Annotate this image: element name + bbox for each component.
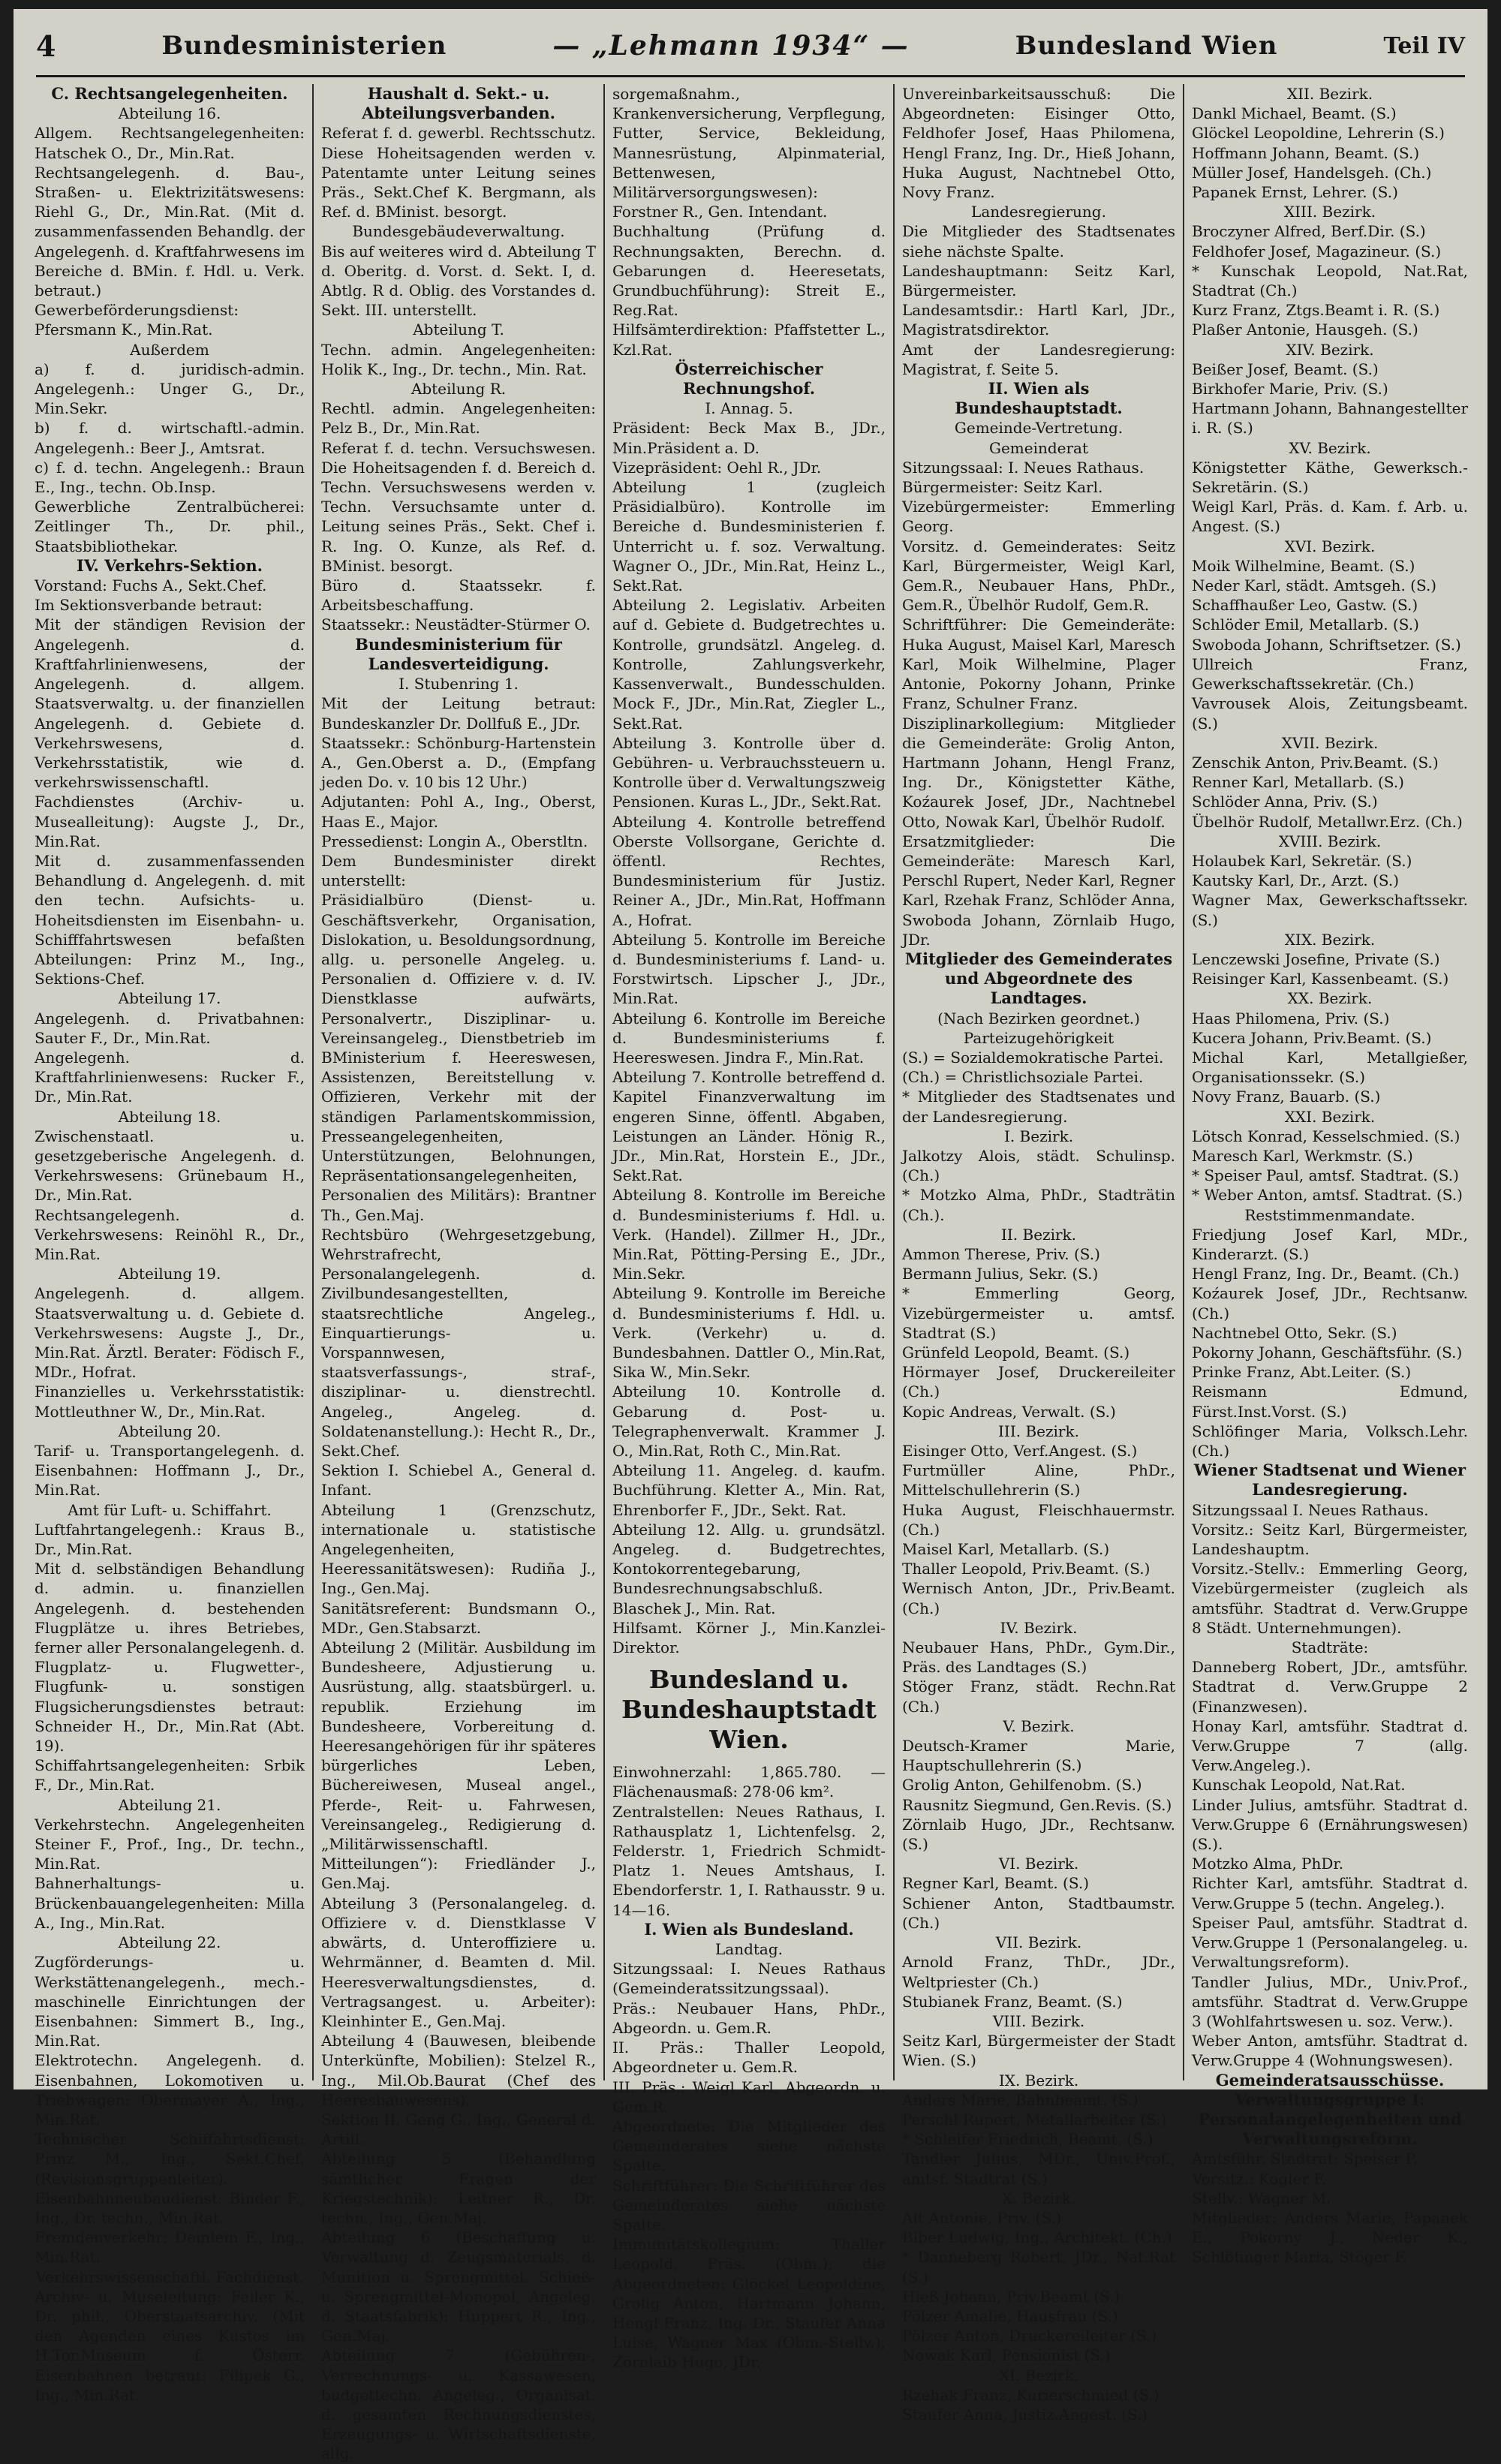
subheading: Abteilung 22. <box>118 1933 221 1952</box>
text-entry: Abteilung 6 (Beschaffung u. Verwaltung d. Zeugsmaterials, d. Munition u. Sprengmittel. Schieß- u. Sprengmittel-Monopol, Angeleg. d. Staatsfabrik): Huppert R., Ing., Gen.Maj. <box>321 2228 596 2345</box>
subheading: IV. Bezirk. <box>1000 1618 1078 1637</box>
text-entry: Mit der ständigen Revision der Angelegenh. d. Kraftfahrlinienwesens, der Angelegenh. d. allgem. Staatsverwaltg. u. der finanziellen Angelegenh. d. Gebiete d. Verkehrswesens, d. Verkehrsstatistik, wie d. verkehrswissenschaftl. Fachdienstes (Archiv- u. Musealleitung): Augste J., Dr., Min.Rat. <box>35 615 305 850</box>
text-entry: Landeshauptmann: Seitz Karl, Bürgermeister. <box>902 261 1175 300</box>
text-entry: Abteilung 1 (zugleich Präsidialbüro). Kontrolle im Bereiche d. Bundesministerien f. Unterricht u. f. soz. Verwaltung. Wagner O., JDr., Min.Rat, Heinz L., Sekt.Rat. <box>612 478 886 595</box>
header-rule <box>36 75 1465 77</box>
text-entry: Birkhofer Marie, Priv. (S.) <box>1192 380 1388 399</box>
text-entry: Holaubek Karl, Sekretär. (S.) <box>1192 851 1412 870</box>
subheading: Stadträte: <box>1291 1638 1369 1657</box>
text-entry: Koźaurek Josef, JDr., Rechtsanw. (Ch.) <box>1192 1284 1468 1322</box>
text-entry: Abgeordnete: Die Mitglieder des Gemeinderates siehe nächste Spalte. <box>612 2117 886 2175</box>
section-title-right: Bundesland Wien <box>1015 31 1278 61</box>
text-entry: Abteilung 4 (Bauwesen, bleibende Unterkünfte, Mobilien): Stelzel R., Ing., Mil.Ob.Baurat (Chef des Heeresbauwesens). <box>321 2032 596 2109</box>
text-entry: Tarif- u. Transportangelegenh. d. Eisenbahnen: Hoffmann J., Dr., Min.Rat. <box>35 1442 305 1500</box>
text-entry: Schiener Anton, Stadtbaumstr. (Ch.) <box>902 1894 1175 1932</box>
section-title-left: Bundesministerien <box>161 31 447 61</box>
text-entry: Nowak Karl, Pensionist (S.) <box>902 2346 1111 2365</box>
text-entry: Abteilung 2 (Militär. Ausbildung im Bundesheere, Adjustierung u. Ausrüstung, allg. staatsbürgerl. u. republik. Erziehung im Bundesheere, Vorbereitung d. Heeresangehörigen für ihr späteres bürgerliches Leben, Büchereiwesen, Museal angel., Pferde-, Reit- u. Fahrwesen, Vereinsangeleg., Redigierung d. „Militärwissenschaftl. Mitteilungen“): Friedländer J., Gen.Maj. <box>321 1638 596 1893</box>
text-entry: Staufer Anna, Justiz.Angest. (S.) <box>902 2405 1148 2423</box>
text-entry: Novy Franz, Bauarb. (S.) <box>1192 1088 1381 1106</box>
page-header <box>36 20 1465 72</box>
subheading: Abteilung 17. <box>118 989 221 1008</box>
text-entry: Schlöder Anna, Priv. (S.) <box>1192 793 1378 811</box>
text-entry: Rechtl. admin. Angelegenheiten: Pelz B., Dr., Min.Rat. <box>321 399 596 438</box>
subheading: Bundesgebäudeverwaltung. <box>352 222 565 241</box>
text-entry: Abteilung 2. Legislativ. Arbeiten auf d. Gebiete d. Budgetrechtes u. Kontrolle, grundsätzl. Angeleg. d. Kontrolle, Zahlungsverkehr, Kassenverwalt., Bundesschulden. Mock F., JDr., Min.Rat, Ziegler L., Sekt.Rat. <box>612 596 886 733</box>
text-entry: Abteilung 1 (Grenzschutz, internationale u. statistische Angelegenheiten, Heeressanitätswesen): Rudiña J., Ing., Gen.Maj. <box>321 1500 596 1598</box>
text-entry: Alt Antonie, Priv. (S.) <box>902 2208 1062 2227</box>
text-entry: Unvereinbarkeitsausschuß: Die Abgeordneten: Eisinger Otto, Feldhofer Josef, Haas Philomena, Hengl Franz, Ing. Dr., Hieß Johann, Huka August, Nachtnebel Otto, Novy Franz. <box>902 85 1175 202</box>
subheading: Abteilung 21. <box>118 1795 221 1814</box>
subheading: III. Bezirk. <box>998 1422 1079 1440</box>
text-entry: Stubianek Franz, Beamt. (S.) <box>902 1992 1123 2011</box>
text-entry: Rausnitz Siegmund, Gen.Revis. (S.) <box>902 1795 1172 1814</box>
subheading: VII. Bezirk. <box>995 1933 1082 1952</box>
text-entry: Finanzielles u. Verkehrsstatistik: Mottleuthner W., Dr., Min.Rat. <box>35 1382 305 1421</box>
text-entry: Gewerbeförderungsdienst: Pfersmann K., Min.Rat. <box>35 301 239 339</box>
text-entry: Biber Ludwig, Ing., Architekt. (Ch.) <box>902 2228 1172 2247</box>
text-entry: Reisinger Karl, Kassenbeamt. (S.) <box>1192 970 1449 988</box>
text-entry: Schaffhaußer Leo, Gastw. (S.) <box>1192 596 1418 615</box>
text-entry: Immunitätskollegium: Thaller Leopold, Präs. (Obm.); die Abgeordneten: Glöckel Leopoldine, Grolig Anton, Hartmann Johann, Hengl Franz, Ing. Dr., Staufer Anna Luise, Wagner Max (Obm.-Stellv.), Zörnlaib Hugo, JDr. <box>612 2235 886 2372</box>
text-entry: Hieß Johann, Priv.Beamt (S.) <box>902 2287 1120 2306</box>
text-entry: Hartmann Johann, Bahnangestellter i. R. (S.) <box>1192 399 1468 438</box>
text-entry: Ersatzmitglieder: Die Gemeinderäte: Maresch Karl, Perschl Rupert, Neder Karl, Regner Karl, Rzehak Franz, Schlöder Anna, Swoboda Johann, Zörnlaib Hugo, JDr. <box>902 832 1175 949</box>
newspaper-page <box>14 9 1487 2463</box>
text-entry: Angelegenh. d. Kraftfahrlinienwesens: Rucker F., Dr., Min.Rat. <box>35 1048 305 1106</box>
text-entry: Prinke Franz, Abt.Leiter. (S.) <box>1192 1363 1412 1382</box>
text-entry: Vavrousek Alois, Zeitungsbeamt. (S.) <box>1192 694 1468 733</box>
text-entry: Speiser Paul, amtsführ. Stadtrat d. Verw.Gruppe 1 (Personalangeleg. u. Verwaltungsreform). <box>1192 1913 1468 1972</box>
text-entry: Hengl Franz, Ing. Dr., Beamt. (Ch.) <box>1192 1265 1460 1283</box>
text-entry: Adjutanten: Pohl A., Ing., Oberst, Haas E., Major. <box>321 793 596 831</box>
text-entry: (S.) = Sozialdemokratische Partei. <box>902 1048 1164 1067</box>
text-entry: Regner Karl, Beamt. (S.) <box>902 1874 1089 1893</box>
text-entry: Vorsitz.: Seitz Karl, Bürgermeister, Landeshauptm. <box>1192 1520 1468 1559</box>
text-entry: Sitzungssaal: I. Neues Rathaus (Gemeinderatssitzungssaal). <box>612 1960 886 1998</box>
section-heading: Wiener Stadtsenat und Wiener Landesregierung. <box>1193 1461 1466 1500</box>
text-entry: Vizepräsident: Oehl R., JDr. <box>612 458 822 477</box>
text-entry: Schlöfinger Maria, Volksch.Lehr. (Ch.) <box>1192 1422 1468 1461</box>
subheading: II. Bezirk. <box>1000 1225 1077 1244</box>
text-entry: Mit d. zusammenfassenden Behandlung d. Angelegenh. d. mit den techn. Aufsichts- u. Hoheitsdiensten im Eisenbahn- u. Schifffahrtswesen befaßten Abteilungen: Prinz M., Ing., Sektions-Chef. <box>35 851 305 988</box>
text-entry: Bis auf weiteres wird d. Abteilung T d. Oberitg. d. Vorst. d. Sekt. I, d. Abtlg. R d. Oblig. des Vorstandes d. Sekt. III. unterstellt. <box>321 242 596 320</box>
text-entry: Büro d. Staatssekr. f. Arbeitsbeschaffung. <box>321 576 596 615</box>
text-entry: Abteilung 7 (Gebühren-, Verrechnungs- u. Kassawesen, budgettechn. Angeleg., Organisat. d. gesamten Rechnungsdienstes, Erzeugungs- u. Wirtschaftsdienste, allg. <box>321 2346 596 2463</box>
text-entry: Amtsführ. Stadtrat: Speiser P. <box>1192 2150 1418 2168</box>
column-divider <box>893 84 895 2080</box>
text-entry: Weber Anton, amtsführ. Stadtrat d. Verw.Gruppe 4 (Wohnungswesen). <box>1192 2032 1468 2070</box>
column-divider <box>603 84 605 2080</box>
text-entry: III. Präs.: Weigl Karl, Abgeordn. u. Gem.R. <box>612 2077 886 2116</box>
text-entry: Perschl Rupert, Metallarbeiter (S.) <box>902 2110 1167 2129</box>
subheading: X. Bezirk. <box>1001 2189 1076 2207</box>
text-entry: Moik Wilhelmine, Beamt. (S.) <box>1192 556 1415 575</box>
subheading: Gemeinderat <box>988 438 1089 457</box>
text-entry: Angelegenh. d. allgem. Staatsverwaltung u. d. Gebiete d. Verkehrswesens: Augste J., Dr., Min.Rat. Ärztl. Berater: Födisch F., MDr., Hofrat. <box>35 1284 305 1382</box>
text-entry: a) f. d. juridisch-admin. Angelegenh.: Unger G., Dr., Min.Sekr. <box>35 360 305 418</box>
text-entry: Michal Karl, Metallgießer, Organisationssekr. (S.) <box>1192 1048 1468 1087</box>
text-entry: Rechtsbüro (Wehrgesetzgebung, Wehrstrafrecht, Personalangelegenh. d. Zivilbundesangestellten, staatsrechtliche Angeleg., Einquartierungs- u. Vorspannwesen, staatsverfassungs-, straf-, disziplinar- u. dienstrechtl. Angeleg., Angeleg. d. Soldatenanstellung.): Hecht R., Dr., Sekt.Chef. <box>321 1225 596 1461</box>
text-entry: Jalkotzy Alois, städt. Schulinsp. (Ch.) <box>902 1146 1175 1185</box>
text-entry: Schriftführer: Die Schriftführer des Gemeinderates siehe nächste Spalte. <box>612 2176 886 2234</box>
text-entry: Verkehrstechn. Angelegenheiten Steiner F., Prof., Ing., Dr. techn., Min.Rat. <box>35 1815 305 1873</box>
column-divider <box>1183 84 1184 2080</box>
subheading: Parteizugehörigkeit <box>963 1028 1114 1047</box>
text-entry: Lötsch Konrad, Kesselschmied. (S.) <box>1192 1127 1460 1145</box>
column-5 <box>1192 84 1468 2267</box>
publication-title: — „Lehmann 1934“ — <box>552 30 910 62</box>
text-entry: Thaller Leopold, Priv.Beamt. (S.) <box>902 1560 1151 1578</box>
text-entry: Präsidialbüro (Dienst- u. Geschäftsverkehr, Organisation, Dislokation, u. Besoldungsordnung, allg. u. personelle Angeleg. u. Personalien d. Offiziere v. d. IV. Dienstklasse aufwärts, Personalvertr., Disziplinar- u. Vereinsangeleg., Dienstbetrieb im BMinisterium f. Heereswesen, Assistenzen, Bereitstellung v. Offizieren, Verkehr mit der ständigen Parlamentskommission, Presseangelegenheiten, Unterstützungen, Belohnungen, Repräsentationsangelegenheiten, Personalien des Militärs): Brantner Th., Gen.Maj. <box>321 891 596 1224</box>
text-entry: Hörmayer Josef, Druckereileiter (Ch.) <box>902 1363 1175 1401</box>
text-entry: Sitzungssaal I. Neues Rathaus. <box>1192 1500 1429 1519</box>
section-heading: Gemeinderatsausschüsse. <box>1215 2070 1445 2089</box>
text-entry: Stellv.: Wagner M. <box>1192 2189 1331 2207</box>
text-entry: Sektion II. Geng G., Ing., General d. Artill. <box>321 2110 596 2149</box>
text-entry: Zentralstellen: Neues Rathaus, I. Rathausplatz 1, Lichtenfelsg. 2, Felderstr. 1, Friedrich Schmidt-Platz 1. Neues Amtshaus, I. Ebendorferstr. 1, I. Rathausstr. 9 u. 14—16. <box>612 1802 886 1919</box>
subheading: Abteilung 19. <box>118 1265 221 1283</box>
subheading: Außerdem <box>130 340 209 359</box>
subheading: XV. Bezirk. <box>1289 438 1371 457</box>
text-entry: Zörnlaib Hugo, JDr., Rechtsanw. (S.) <box>902 1815 1175 1854</box>
text-entry: Vorsitz. d. Gemeinderates: Seitz Karl, Bürgermeister, Weigl Karl, Gem.R., Neubauer Hans, PhDr., Gem.R., Übelhör Rudolf, Gem.R. <box>902 537 1175 615</box>
text-entry: Angelegenh. d. Privatbahnen: Sauter F., Dr., Min.Rat. <box>35 1009 305 1047</box>
subheading: XVI. Bezirk. <box>1284 537 1376 555</box>
text-entry: Mit d. selbständigen Behandlung d. admin. u. finanziellen Angelegenh. d. bestehenden Flugplätze u. ihres Betriebes, ferner aller Personalangelegenh. d. Flugplatz- u. Flugwetter-, Flugfunk- u. sonstigen Flugsicherungsdienstes betraut: Schneider H., Dr., Min.Rat (Abt. 19). <box>35 1560 305 1755</box>
text-entry: Wernisch Anton, JDr., Priv.Beamt. (Ch.) <box>902 1579 1175 1617</box>
text-entry: Reismann Edmund, Fürst.Inst.Vorst. (S.) <box>1192 1382 1468 1421</box>
text-entry: Landesamtsdir.: Hartl Karl, JDr., Magistratsdirektor. <box>902 301 1175 339</box>
text-entry: Techn. admin. Angelegenheiten: Holik K., Ing., Dr. techn., Min. Rat. <box>321 340 596 378</box>
text-entry: Abteilung 5. Kontrolle im Bereiche d. Bundesministeriums f. Land- u. Forstwirtsch. Lipscher J., JDr., Min.Rat. <box>612 930 886 1008</box>
text-entry: Referat f. d. techn. Versuchswesen. Die Hoheitsagenden f. d. Bereich d. Techn. Versuchswesens werden v. Techn. Versuchsamte unter d. Leitung seines Präs., Sekt. Chef i. R. Ing. O. Kunze, als Ref. d. BMinist. besorgt. <box>321 438 596 575</box>
text-entry: Broczyner Alfred, Berf.Dir. (S.) <box>1192 222 1426 241</box>
text-entry: Abteilung 4. Kontrolle betreffend Oberste Vollsorgane, Gerichte d. öffentl. Rechtes, Bundesministerium für Justiz. Reiner A., JDr., Min.Rat, Hoffmann A., Hofrat. <box>612 812 886 929</box>
subheading: Reststimmenmandate. <box>1244 1205 1415 1224</box>
subheading: XIII. Bezirk. <box>1283 203 1376 221</box>
section-heading: Österreichischer Rechnungshof. <box>675 359 823 399</box>
text-entry: Sektion I. Schiebel A., General d. Infant. <box>321 1461 596 1500</box>
text-entry: Wagner Max, Gewerkschaftssekr. (S.) <box>1192 891 1468 929</box>
text-entry: Präs.: Neubauer Hans, PhDr., Abgeordn. u. Gem.R. <box>612 1999 886 2037</box>
subheading: I. Stubenring 1. <box>399 675 519 693</box>
text-entry: Mit der Leitung betraut: Bundeskanzler Dr. Dollfuß E., JDr. <box>321 694 596 733</box>
text-entry: Buchhaltung (Prüfung d. Rechnungsakten, Berechn. d. Gebarungen d. Heeresetats, Grundbuchführung): Streit E., Reg.Rat. <box>612 222 886 320</box>
text-entry: Renner Karl, Metallarb. (S.) <box>1192 773 1404 792</box>
text-entry: Hilfsämterdirektion: Pfaffstetter L., Kzl.Rat. <box>612 320 886 359</box>
text-entry: Sitzungssaal: I. Neues Rathaus. <box>902 458 1145 477</box>
text-entry: Präsident: Beck Max B., JDr., Min.Präsident a. D. <box>612 419 886 457</box>
text-entry: Hilfsamt. Körner J., Min.Kanzlei-Direktor. <box>612 1618 886 1657</box>
column-divider <box>312 84 314 2080</box>
text-entry: Rechtsangelegenh. d. Verkehrswesens: Reinöhl R., Dr., Min.Rat. <box>35 1205 305 1263</box>
text-entry: b) f. d. wirtschaftl.-admin. Angelegenh.: Beer J., Amtsrat. <box>35 419 305 457</box>
text-entry: Seitz Karl, Bürgermeister der Stadt Wien. (S.) <box>902 2032 1175 2070</box>
column-2 <box>321 84 596 2463</box>
text-entry: Rzehak Franz, Kurierschmied (S.) <box>902 2385 1160 2404</box>
section-heading: C. Rechtsangelegenheiten. <box>51 84 288 103</box>
text-entry: * Weber Anton, amtsf. Stadtrat. (S.) <box>1192 1186 1463 1205</box>
subheading: XVII. Bezirk. <box>1281 733 1379 752</box>
text-entry: Richter Karl, amtsführ. Stadtrat d. Verw.Gruppe 5 (techn. Angeleg.). <box>1192 1874 1468 1912</box>
subheading: Abteilung 18. <box>118 1107 221 1126</box>
subheading: VIII. Bezirk. <box>992 2011 1085 2030</box>
text-entry: Papanek Ernst, Lehrer. (S.) <box>1192 183 1398 202</box>
text-entry: Huka August, Fleischhauermstr. (Ch.) <box>902 1500 1175 1539</box>
subheading: IX. Bezirk. <box>998 2071 1079 2089</box>
text-entry: Allgem. Rechtsangelegenheiten: Hatschek O., Dr., Min.Rat. <box>35 124 305 162</box>
text-entry: Neubauer Hans, PhDr., Gym.Dir., Präs. des Landtages (S.) <box>902 1638 1175 1677</box>
text-entry: Vorstand: Fuchs A., Sekt.Chef. <box>35 576 267 595</box>
column-1 <box>35 84 305 2404</box>
text-entry: Die Mitglieder des Stadtsenates siehe nächste Spalte. <box>902 222 1175 260</box>
subheading: Abteilung R. <box>411 380 507 399</box>
text-entry: Disziplinarkollegium: Mitglieder die Gemeinderäte: Grolig Anton, Hartmann Johann, Hengl Franz, Ing. Dr., Königstetter Käthe, Koźaurek Josef, JDr., Nachtnebel Otto, Nowak Karl, Übelhör Rudolf. <box>902 714 1175 831</box>
text-entry: Glöckel Leopoldine, Lehrerin (S.) <box>1192 124 1445 143</box>
text-entry: Linder Julius, amtsführ. Stadtrat d. Verw.Gruppe 6 (Ernährungswesen) (S.). <box>1192 1795 1468 1854</box>
text-entry: Danneberg Robert, JDr., amtsführ. Stadtrat d. Verw.Gruppe 2 (Finanzwesen). <box>1192 1658 1468 1716</box>
text-entry: Kurz Franz, Ztgs.Beamt i. R. (S.) <box>1192 301 1440 320</box>
text-entry: Abteilung 6. Kontrolle im Bereiche d. Bundesministeriums f. Heereswesen. Jindra F., Min.Rat. <box>612 1009 886 1067</box>
text-entry: Hoffmann Johann, Beamt. (S.) <box>1192 143 1420 162</box>
text-entry: Dem Bundesminister direkt unterstellt: <box>321 851 596 890</box>
text-entry: II. Präs.: Thaller Leopold, Abgeordneter u. Gem.R. <box>612 2038 886 2077</box>
text-entry: Maresch Karl, Werkmstr. (S.) <box>1192 1146 1413 1165</box>
subheading: V. Bezirk. <box>1003 1716 1075 1735</box>
section-heading: Verwaltungsgruppe I: Personalangelegenheiten und Verwaltungsreform. <box>1198 2089 1462 2149</box>
text-entry: * Emmerling Georg, Vizebürgermeister u. amtsf. Stadtrat (S.) <box>902 1284 1175 1342</box>
text-entry: * Speiser Paul, amtsf. Stadtrat. (S.) <box>1192 1166 1459 1185</box>
text-entry: Gewerbliche Zentralbücherei: Zeitlinger Th., Dr. phil., Staatsbibliothekar. <box>35 498 305 555</box>
text-entry: Nachtnebel Otto, Sekr. (S.) <box>1192 1323 1397 1342</box>
page-number: 4 <box>36 29 56 63</box>
text-entry: Pokorny Johann, Geschäftsführ. (S.) <box>1192 1343 1463 1361</box>
text-entry: Kopic Andreas, Verwalt. (S.) <box>902 1402 1116 1421</box>
subheading: XII. Bezirk. <box>1286 85 1373 103</box>
text-entry: Abteilung 5 (Behandlung sämtlicher Fragen der Kriegstechnik): Leitner R., Dr. techn., Ing., Gen.Maj. <box>321 2150 596 2227</box>
subheading: XX. Bezirk. <box>1287 989 1373 1008</box>
text-entry: Beißer Josef, Beamt. (S.) <box>1192 360 1379 378</box>
text-entry: Pölzer Anton, Druckereileiter (S.) <box>902 2327 1157 2345</box>
subheading: I. Bezirk. <box>1003 1127 1074 1145</box>
subheading: VI. Bezirk. <box>998 1855 1079 1873</box>
subheading: Abteilung 16. <box>118 104 221 123</box>
text-entry: * Mitglieder des Stadtsenates und der Landesregierung. <box>902 1088 1175 1126</box>
text-entry: sorgemaßnahm., Krankenversicherung, Verpflegung, Futter, Service, Bekleidung, Mannesrüstung, Alpinmaterial, Bettenwesen, Militärversorgungswesen): Forstner R., Gen. Intendant. <box>612 85 886 221</box>
text-entry: Kunschak Leopold, Nat.Rat. <box>1192 1776 1406 1795</box>
section-heading: Bundesministerium für Landesverteidigung. <box>355 634 562 673</box>
text-entry: Rechtsangelegenh. d. Bau-, Straßen- u. Elektrizitätswesens: Riehl G., Dr., Min.Rat. (Mit d. zusammenfassenden Behandlg. der Angelegenh. d. Kraftfahrwesens im Bereiche d. BMin. f. Hdl. u. Verk. betraut.) <box>35 163 305 300</box>
text-entry: Ullreich Franz, Gewerkschaftssekretär. (Ch.) <box>1192 654 1468 693</box>
text-entry: Neder Karl, städt. Amtsgeh. (S.) <box>1192 576 1437 595</box>
subheading: Verkehrswissenschaftl. Fachdienst. <box>35 2267 304 2286</box>
text-entry: Kucera Johann, Priv.Beamt. (S.) <box>1192 1028 1432 1047</box>
part-label: Teil IV <box>1383 32 1465 59</box>
text-entry: Deutsch-Kramer Marie, Hauptschullehrerin (S.) <box>902 1737 1175 1775</box>
text-entry: Eisinger Otto, Verf.Angest. (S.) <box>902 1442 1138 1461</box>
subheading: I. Annag. 5. <box>705 399 793 418</box>
text-entry: Honay Karl, amtsführ. Stadtrat d. Verw.Gruppe 7 (allg. Verw.Angeleg.). <box>1192 1716 1468 1775</box>
text-entry: Referat f. d. gewerbl. Rechtsschutz. Diese Hoheitsagenden werden v. Patentamte unter Leitung seines Präs., Sekt.Chef K. Bergmann, als Ref. d. BMinist. besorgt. <box>321 124 596 221</box>
text-entry: Abteilung 3 (Personalangeleg. d. Offiziere v. d. Dienstklasse V abwärts, d. Unteroffiziere u. Wehrmänner, d. Beamten d. Mil. Heeresverwaltungsdienstes, d. Vertragsangest. u. Arbeiter): Kleinhinter E., Gen.Maj. <box>321 1894 596 2030</box>
text-entry: * Kunschak Leopold, Nat.Rat, Stadtrat (Ch.) <box>1192 261 1468 300</box>
text-entry: * Danneberg Robert, JDr., Nat.Rat (S.) <box>902 2248 1175 2286</box>
text-entry: * Schleifer Friedrich, Beamt. (S.) <box>902 2130 1154 2149</box>
text-entry: Plaßer Antonie, Hausgeh. (S.) <box>1192 320 1418 339</box>
text-entry: Abteilung 7. Kontrolle betreffend d. Kapitel Finanzverwaltung im engeren Sinne, öffentl. Abgaben, Leistungen an Länder. Hönig R., JDr., Min.Rat, Horstein E., JDr., Sekt.Rat. <box>612 1068 886 1185</box>
subheading: XIV. Bezirk. <box>1286 340 1374 359</box>
subheading: XIX. Bezirk. <box>1284 930 1376 949</box>
text-entry: (Ch.) = Christlichsoziale Partei. <box>902 1068 1144 1087</box>
text-entry: Übelhör Rudolf, Metallwr.Erz. (Ch.) <box>1192 812 1463 831</box>
section-heading: IV. Verkehrs-Sektion. <box>77 555 263 575</box>
text-entry: Einwohnerzahl: 1,865.780. — Flächenausmaß: 278·06 km². <box>612 1763 886 1801</box>
subheading: Abteilung T. <box>413 320 504 339</box>
text-entry: Schiffahrtsangelegenheiten: Srbik F., Dr., Min.Rat. <box>35 1756 305 1795</box>
section-heading: Haushalt d. Sekt.- u. Abteilungsverbanden. <box>362 84 555 123</box>
text-entry: c) f. d. techn. Angelegenh.: Braun E., Ing., techn. Ob.Insp. <box>35 458 305 497</box>
text-entry: Haas Philomena, Priv. (S.) <box>1192 1009 1390 1027</box>
subheading: XVIII. Bezirk. <box>1278 832 1382 850</box>
text-entry: Feldhofer Josef, Magazineur. (S.) <box>1192 242 1442 260</box>
text-entry: * Motzko Alma, PhDr., Stadträtin (Ch.). <box>902 1186 1175 1224</box>
subheading: XXI. Bezirk. <box>1284 1107 1376 1126</box>
text-entry: Vorsitz.-Stellv.: Emmerling Georg, Vizebürgermeister (zugleich als amtsführ. Stadtrat d. Verw.Gruppe 8 Städt. Unternehmungen). <box>1192 1560 1468 1637</box>
subheading: Amt für Luft- u. Schiffahrt. <box>68 1500 272 1519</box>
text-entry: Vorsitz.: Kogler F. <box>1192 2169 1327 2188</box>
text-entry: Schriftführer: Die Gemeinderäte: Huka August, Maisel Karl, Maresch Karl, Moik Wilhelmine, Plager Antonie, Pokorny Johann, Prinke Franz, Schulner Franz. <box>902 615 1175 713</box>
text-entry: Archiv- u. Museleitung: Feiler K., Dr. phil., Oberstaatsarchiv. (Mit den Agenden eines Kustos im H.Tor.Museum f. Österr. Eisenbahnen betraut: Filipek G., Ing., Min.Rat. <box>35 2287 305 2404</box>
text-entry: Eisenbahnneubaudienst: Binder F., Ing., Dr. techn., Min.Rat. <box>35 2189 305 2227</box>
text-entry: Tandler Julius, MDr., Univ.Prof., amtsführ. Stadtrat d. Verw.Gruppe 3 (Wohlfahrtswesen u. soz. Verw.). <box>1192 1972 1468 2030</box>
text-entry: Im Sektionsverbande betraut: <box>35 596 263 615</box>
text-entry: Bahnerhaltungs- u. Brückenbauangelegenheiten: Milla A., Ing., Min.Rat. <box>35 1874 305 1932</box>
subheading: Abteilung 20. <box>118 1422 221 1440</box>
subheading: Landesregierung. <box>971 203 1106 221</box>
text-entry: Pressedienst: Longin A., Oberstltn. <box>321 832 588 850</box>
text-entry: Sanitätsreferent: Bundsmann O., MDr., Gen.Stabsarzt. <box>321 1599 596 1637</box>
section-heading: I. Wien als Bundesland. <box>644 1919 854 1939</box>
text-entry: Bürgermeister: Seitz Karl. <box>902 478 1103 497</box>
text-entry: Arnold Franz, ThDr., JDr., Weltpriester (Ch.) <box>902 1953 1175 1991</box>
text-entry: Pölzer Amalie, Hausfrau (S.) <box>902 2306 1118 2325</box>
text-entry: Abteilung 12. Allg. u. grundsätzl. Angeleg. d. Budgetrechtes, Kontokorrentegebarung, Bundesrechnungsabschluß. Blaschek J., Min. Rat. <box>612 1520 886 1617</box>
column-4 <box>902 84 1175 2423</box>
text-entry: Grolig Anton, Gehilfenobm. (S.) <box>902 1776 1142 1795</box>
text-entry: Abteilung 10. Kontrolle d. Gebarung d. Post- u. Telegraphenverwalt. Krammer J. O., Min.Rat, Roth C., Min.Rat. <box>612 1382 886 1461</box>
text-entry: Grünfeld Leopold, Beamt. (S.) <box>902 1343 1130 1361</box>
text-entry: Maisel Karl, Metallarb. (S.) <box>902 1540 1110 1559</box>
text-entry: Furtmüller Aline, PhDr., Mittelschullehrerin (S.) <box>902 1461 1175 1500</box>
text-entry: Zugförderungs- u. Werkstättenangelegenh., mech.-maschinelle Einrichtungen der Eisenbahnen: Simmert B., Ing., Min.Rat. <box>35 1953 305 2050</box>
text-entry: Staatssekr.: Neustädter-Stürmer O. <box>321 615 591 634</box>
subheading: (Nach Bezirken geordnet.) <box>937 1009 1140 1027</box>
text-entry: Abteilung 9. Kontrolle im Bereiche d. Bundesministeriums f. Hdl. u. Verk. (Verkehr) u. d. Bundesbahnen. Dattler O., Min.Rat, Sika W., Min.Sekr. <box>612 1284 886 1382</box>
text-entry: Anders Marie, Bahnbeamt. (S.) <box>902 2090 1139 2109</box>
text-entry: Abteilung 11. Angeleg. d. kaufm. Buchführung. Kletter A., Min. Rat, Ehrenborfer F., JDr., Sekt. Rat. <box>612 1461 886 1519</box>
text-entry: Swoboda Johann, Schriftsetzer. (S.) <box>1192 635 1461 654</box>
column-3 <box>612 84 886 2372</box>
text-entry: Lenczewski Josefine, Private (S.) <box>1192 949 1440 968</box>
text-entry: Technischer Schiffahrtsdienst: Prinz M., Ing., Sekt.Chef. (Revisionsgruppenleiter). <box>35 2130 305 2188</box>
text-entry: Weigl Karl, Präs. d. Kam. f. Arb. u. Angest. (S.) <box>1192 498 1468 536</box>
text-entry: Tandler Julius, MDr., Univ.Prof., amtsf. Stadtrat (S.) <box>902 2150 1175 2188</box>
text-entry: Zenschik Anton, Priv.Beamt. (S.) <box>1192 753 1439 772</box>
section-heading: Bundesland u. Bundeshauptstadt Wien. <box>621 1665 877 1755</box>
text-entry: Königstetter Käthe, Gewerksch.-Sekretärin. (S.) <box>1192 458 1468 497</box>
text-columns <box>35 84 1468 2463</box>
text-entry: Mitglieder: Anders Marie, Papanek E., Pokorny J., Neder K., Schlöfinger Maria, Stöger F. <box>1192 2208 1468 2267</box>
text-entry: Friedjung Josef Karl, MDr., Kinderarzt. (S.) <box>1192 1225 1468 1263</box>
text-entry: Bermann Julius, Sekr. (S.) <box>902 1265 1099 1283</box>
text-entry: Vizebürgermeister: Emmerling Georg. <box>902 498 1175 536</box>
text-entry: Abteilung 3. Kontrolle über d. Gebühren- u. Verbrauchssteuern u. Kontrolle über d. Verwaltungszweig Pensionen. Kuras L., JDr., Sekt.Rat. <box>612 733 886 811</box>
subheading: Gemeinde-Vertretung. <box>954 419 1123 438</box>
text-entry: Staatssekr.: Schönburg-Hartenstein A., Gen.Oberst a. D., (Empfang jeden Do. v. 10 bis 12 Uhr.) <box>321 733 596 792</box>
text-entry: Elektrotechn. Angelegenh. d. Eisenbahnen, Lokomotiven u. Triebwagen: Obermayer A., Ing., Min.Rat. <box>35 2051 305 2129</box>
text-entry: Luftfahrtangelegenh.: Kraus B., Dr., Min.Rat. <box>35 1520 305 1559</box>
text-entry: Abteilung 8. Kontrolle im Bereiche d. Bundesministeriums f. Hdl. u. Verk. (Handel). Zillmer H., JDr., Min.Rat, Pötting-Persing E., JDr., Min.Sekr. <box>612 1186 886 1283</box>
text-entry: Fremdenverkehr: Deinlein F., Ing., Min.Rat. <box>35 2228 305 2267</box>
text-entry: Kautsky Karl, Dr., Arzt. (S.) <box>1192 871 1400 890</box>
text-entry: Amt der Landesregierung: Magistrat, f. Seite 5. <box>902 340 1175 378</box>
section-heading: Mitglieder des Gemeinderates und Abgeordnete des Landtages. <box>904 949 1173 1008</box>
subheading: XI. Bezirk. <box>998 2366 1079 2384</box>
text-entry: Ammon Therese, Priv. (S.) <box>902 1244 1100 1263</box>
text-entry: Dankl Michael, Beamt. (S.) <box>1192 104 1397 123</box>
text-entry: Motzko Alma, PhDr. <box>1192 1855 1344 1873</box>
text-entry: Schlöder Emil, Metallarb. (S.) <box>1192 615 1419 634</box>
text-entry: Zwischenstaatl. u. gesetzgeberische Angelegenh. d. Verkehrswesens: Grünebaum H., Dr., Min.Rat. <box>35 1127 305 1205</box>
text-entry: Stöger Franz, städt. Rechn.Rat (Ch.) <box>902 1677 1175 1716</box>
section-heading: II. Wien als Bundeshauptstadt. <box>955 379 1123 418</box>
text-entry: Müller Josef, Handelsgeh. (Ch.) <box>1192 163 1432 182</box>
subheading: Landtag. <box>714 1940 783 1959</box>
